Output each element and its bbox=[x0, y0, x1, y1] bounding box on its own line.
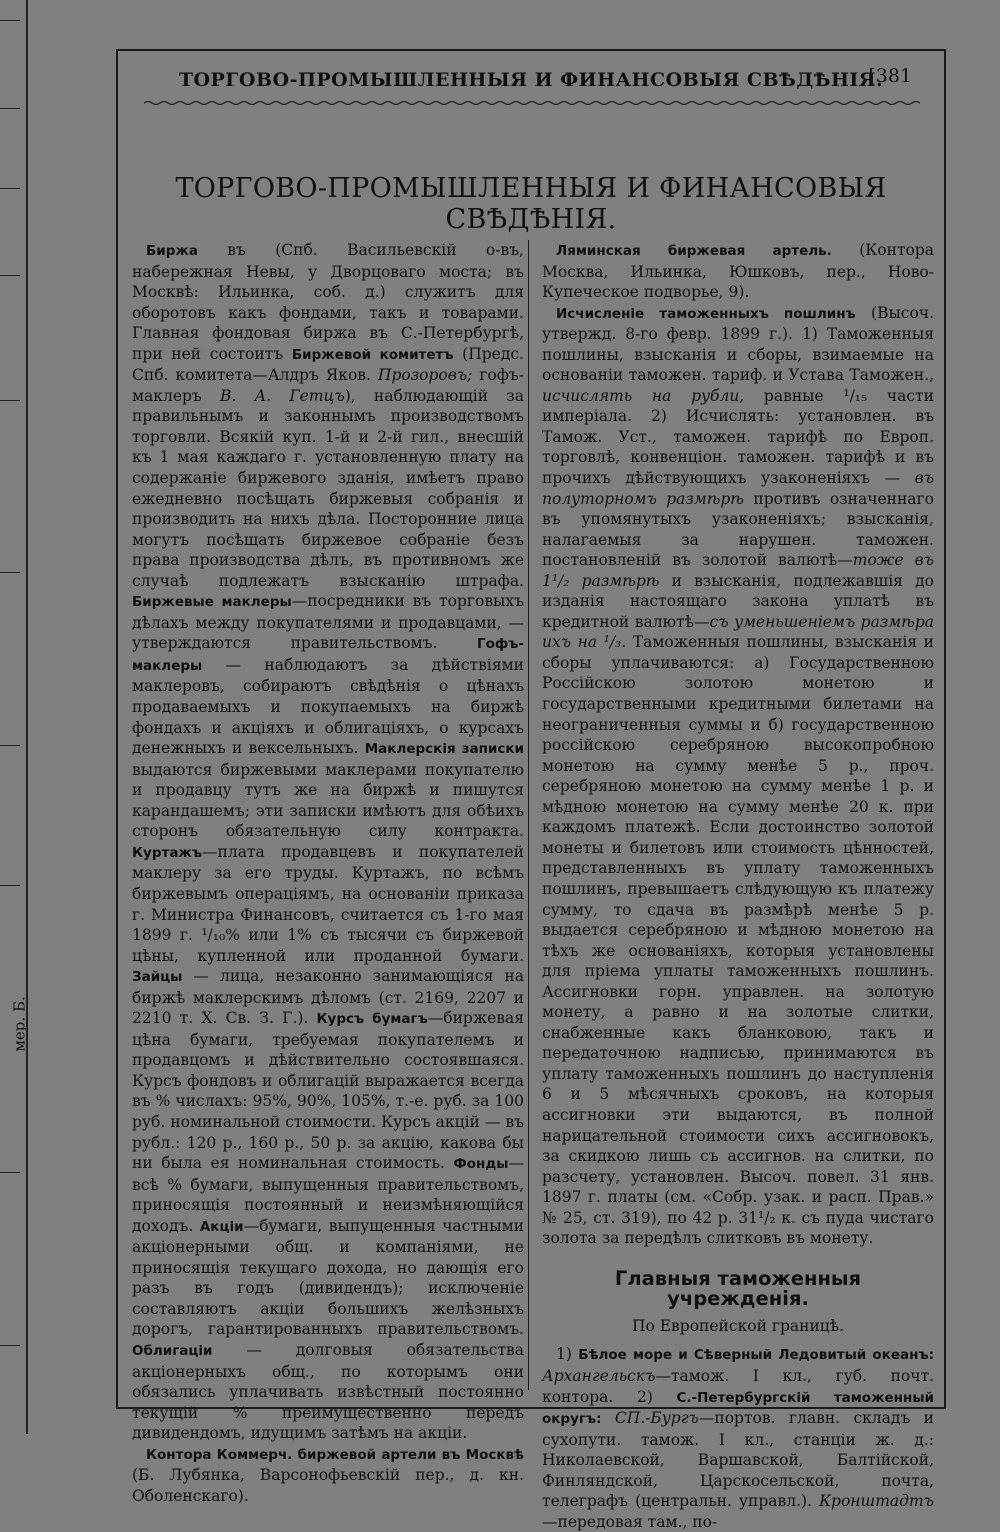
margin-tick bbox=[0, 1345, 20, 1346]
page-number: [381 bbox=[868, 65, 912, 87]
term: Ляминская биржевая артель. bbox=[556, 243, 832, 259]
term: Контора Коммерч. биржевой артели въ Москвѣ bbox=[146, 1446, 524, 1463]
term: Облигацiи bbox=[132, 1342, 213, 1359]
page-frame bbox=[116, 49, 946, 1531]
section-title: Главныя таможенныя учрежденiя. bbox=[614, 1266, 862, 1311]
margin-tick bbox=[0, 572, 20, 573]
margin-tick bbox=[0, 188, 20, 189]
column-divider bbox=[528, 240, 529, 1390]
margin-tick bbox=[0, 400, 20, 401]
margin-label: мер. Б. bbox=[10, 996, 29, 1052]
term: Биржевой комитетъ bbox=[291, 346, 454, 363]
right-column bbox=[542, 240, 934, 1532]
term: Куртажъ bbox=[132, 844, 203, 861]
margin-tick bbox=[0, 108, 20, 109]
margin-tick bbox=[0, 275, 20, 276]
margin-tick bbox=[0, 885, 20, 886]
paragraph-uchrezhdeniya: 1) Бѣлое море и Сѣверный Ледовитый океанъ: Архангельскъ—тамож. I кл., губ. почт. контора. 2) С.-Петербургскiй таможенный округъ: СП.-Бургъ—портов. главн. складъ и сухопути. тамож. I кл., станцiи ж. д.: Николаевской, Варшавской, Балтiйской, Финляндской, Царскосельской, почта, телеграфъ (центральн. управл.). Кронштадтъ—передовая там., по- bbox=[542, 1345, 934, 1531]
paragraph-birzha: Биржа въ (Спб. Васильевскiй о-въ, набережная Невы, у Дворцоваго моста; въ Москвѣ: Ильинка, соб. д.) служитъ для оборотовъ какъ фондами, такъ и товарами. Главная фондовая биржа въ С.-Петербургѣ, при ней состоитъ Биржевой комитетъ (Предс. Спб. комитета—Алдръ Яков. Прозоровъ; гофъ-маклеръ В. А. Гетцъ), наблюдающiй за правильнымъ и законнымъ производствомъ торговли. Всякiй куп. 1-й и 2-й гил., внесшiй къ 1 мая каждаго г. установленную плату на содержанiе биржевого зданiя, имѣетъ право ежедневно посѣщать биржевыя собранiя и производить на нихъ дѣла. Посторонние лица могутъ посѣщать биржевое собранiе безъ права производства дѣлъ, въ противномъ же случаѣ подлежатъ взысканiю штрафа. Биржевые маклеры—посредники въ торговыхъ дѣлахъ между покупателями и продавцами, — утверждаются правительствомъ. Гофъ-маклеры — наблюдаютъ за дѣйствiями маклеровъ, собираютъ свѣдѣнiя о цѣнахъ продаваемыхъ и покупаемыхъ на биржѣ фондахъ и акцiяхъ и облигацiяхъ, о курсахъ денежныхъ и вексельныхъ. Маклерскiя записки выдаются биржевыми маклерами покупателю и продавцу тутъ же на биржѣ и пишутся карандашемъ; эти записки имѣютъ для обѣихъ сторонъ обязательную силу контракта. Куртажъ—плата продавцевъ и покупателей маклеру за его труды. Куртажъ, по всѣмъ биржевымъ операцiямъ, на основанiи приказа г. Министра Финансовъ, считается съ 1-го мая 1899 г. ¹/₁₀% или 1% съ тысячи съ биржевой цѣны, купленной или проданной бумаги. Зайцы — лица, незаконно занимающiяся на биржѣ маклерскимъ дѣломъ (ст. 2169, 2207 и 2210 т. X. Св. З. Г.). Курсъ бумагъ—биржевая цѣна бумаги, требуемая покупателемъ и продавцомъ и дѣйствительно состоявшаяся. Курсъ фондовъ и облигацiй выражается всегда въ % числахъ: 95%, 90%, 105%, т.-е. руб. за 100 руб. номинальной стоимости. Курсъ акцiй — въ рубл.: 120 р., 160 р., 50 р. за акцiю, какова бы ни была ея номинальная стоимость. Фонды—всѣ % бумаги, выпущенныя правительствомъ, приносящiя постоянный и неизмѣняющiйся доходъ. Акцiи—бумаги, выпущенныя частными акцiонерными общ. и компанiями, не приносящiя текущаго дохода, но дающiя его разъ въ годъ (дивидендъ); исключенiе составляютъ акцiи большихъ желѣзныхъ дорогъ, гарантированныхъ правительствомъ. Облигацiи — долговыя обязательства акцiонерныхъ общ., по которымъ они обязались уплачивать извѣстный постоянно текущiй % преимущественно передъ дивидендомъ, идущимъ затѣмъ на акцiи. bbox=[132, 241, 524, 1443]
term: Исчисленiе таможенныхъ пошлинъ bbox=[556, 305, 856, 322]
section-subtitle: По Европейской границѣ. bbox=[631, 1316, 845, 1335]
paragraph-kontora: Контора Коммерч. биржевой артели въ Москвѣ (Б. Лубянка, Варсонофьевскiй пер., д. кн. Оболенскаго). bbox=[132, 1446, 524, 1505]
left-column bbox=[132, 240, 524, 1506]
wavy-rule bbox=[144, 99, 920, 107]
term: Бѣлое море и Сѣверный Ледовитый океанъ: bbox=[578, 1347, 934, 1364]
margin-tick bbox=[0, 20, 20, 21]
running-head: ТОРГОВО-ПРОМЫШЛЕННЫЯ И ФИНАНСОВЫЯ СВѢДѢНIЯ. bbox=[178, 69, 884, 91]
term: Биржа bbox=[146, 243, 198, 259]
page-title: ТОРГОВО-ПРОМЫШЛЕННЫЯ И ФИНАНСОВЫЯ СВѢДѢНIЯ. bbox=[175, 173, 887, 235]
paragraph-poshliny: Исчисленiе таможенныхъ пошлинъ (Высоч. утвержд. 8-го февр. 1899 г.). 1) Таможенныя пошлины, взысканiя и сборы, взимаемые на основанiи таможен. тариф. и Устава Таможен., исчислять на рубли, равные ¹/₁₅ части имперiала. 2) Исчислять: установлен. въ Тамож. Уст., таможен. тарифѣ по Европ. торговлѣ, конвенцiон. таможен. тарифѣ и въ прочихъ дѣйствующихъ узаконенiяхъ — въ полуторномъ размѣрѣ противъ означеннаго въ упомянутыхъ узаконенiяхъ; взысканiя, налагаемыя за нарушен. таможен. постановленiй въ золотой валютѣ—тоже въ 1¹/₂ размѣрѣ и взысканiя, подлежавшiя до изданiя настоящаго закона уплатѣ въ кредитной валютѣ—съ уменьшенiемъ размѣра ихъ на ¹/₃. Таможенныя пошлины, взысканiя и сборы уплачиваются: а) Государственною Россiйскою золотою монетою и государственными кредитными билетами на неограниченныя суммы и б) государственною россiйскою серебряною высокопробною монетою на сумму менѣе 5 р., проч. серебряною монетою на сумму менѣе 1 р. и мѣдною монетою на сумму менѣе 20 к. при каждомъ платежѣ. Если достоинство золотой монеты и билетовъ или стоимость цѣнностей, представленныхъ въ уплату таможенныхъ пошлинъ, превышаетъ слѣдующую къ платежу сумму, то сдача въ размѣрѣ менѣе 5 р. выдается серебряною и мѣдною монетою на тѣхъ же основанiяхъ, которыя установлены для прiема уплаты таможенныхъ пошлинъ. Ассигновки горн. управлен. на золотую монету, а равно и на золотые слитки, снабженные какъ бланковою, такъ и передаточною надписью, принимаются въ уплату таможенныхъ пошлинъ до наступленiя 6 и 5 мѣсячныхъ сроковъ, на которыя ассигновки эти выдаются, въ полной нарицательной стоимости сихъ ассигновокъ, за скидкою лишь съ ассигнов. на слитки, по разсчету, установлен. Высоч. повел. 31 янв. 1897 г. платы (см. «Собр. узак. и расп. Прав.» № 25, ст. 319), по 42 р. 31¹/₂ к. съ пуда чистаго золота за передѣлъ слитковъ въ монету. bbox=[542, 303, 934, 1248]
term: Маклерскiя записки bbox=[364, 741, 524, 758]
term: Зайцы bbox=[132, 969, 183, 986]
term: С.-Петербургскiй таможенный округъ: bbox=[542, 1389, 934, 1428]
margin-tick bbox=[0, 1172, 20, 1173]
term: Гофъ-маклеры bbox=[132, 636, 524, 674]
term: Акцiи bbox=[199, 1218, 244, 1235]
term: Курсъ бумагъ bbox=[316, 1011, 428, 1028]
term: Биржевые маклеры bbox=[132, 594, 292, 611]
left-margin-strip bbox=[0, 0, 28, 1434]
term: Фонды bbox=[453, 1156, 509, 1173]
margin-tick bbox=[0, 745, 20, 746]
paragraph-artel: Ляминская биржевая артель. (Контора Москва, Ильинка, Юшковъ, пер., Ново-Купеческое подворье, 9). bbox=[542, 241, 935, 302]
